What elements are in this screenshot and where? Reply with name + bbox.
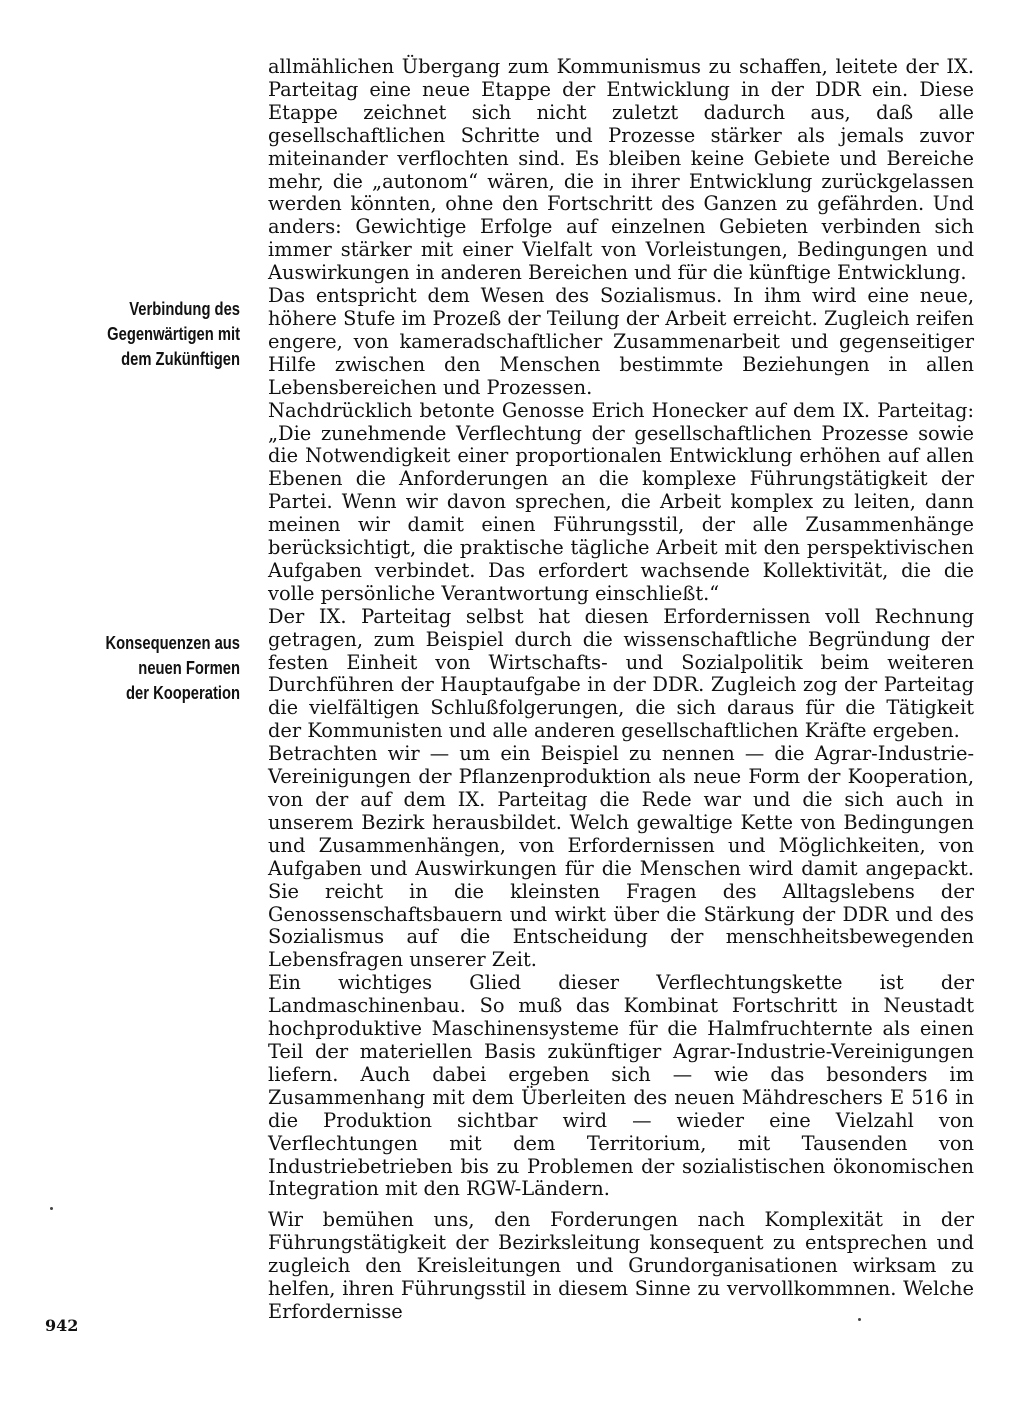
paragraph-honecker-quote: Nachdrücklich betonte Genosse Erich Honecker auf dem IX. Parteitag: „Die zunehmende Verflechtung der gesellschaftlichen Prozesse sowie die Notwendigkeit einer proportionalen Entwicklung erhöhen auf allen Ebenen die Anforderungen an die komplexe Führungstätigkeit der Partei. Wenn wir davon sprechen, die Arbeit komplex zu leiten, dann meinen wir damit einen Führungsstil, der alle Zusammenhänge berücksichtigt, die praktische tägliche Arbeit mit den perspektivischen Aufgaben verbindet. Das erfordert wachsende Kollektivität, die die volle persönliche Verantwortung einschließt.“ — [268, 398, 974, 605]
sidenote-line: Gegenwärtigen mit — [107, 324, 240, 344]
sidenote-line: Konsequenzen aus — [105, 633, 240, 653]
paragraph-agrar-industrie: Betrachten wir — um ein Beispiel zu nennen — die Agrar-Industrie-Vereinigungen der Pflanzenproduktion als neue Form der Kooperation, von der auf dem IX. Parteitag die Rede war und die sich auch in unserem Bezirk herausbildet. Welch gewaltige Kette von Bedingungen und Zusammenhängen, von Erfordernissen und Möglichkeiten, von Aufgaben und Auswirkungen für die Menschen wird damit angepackt. Sie reicht in die kleinsten Fragen des Alltagslebens der Genossenschaftsbauern und wirkt über die Stärkung der DDR und des Sozialismus auf die Entscheidung der menschheitsbewegenden Lebensfragen unserer Zeit. — [268, 742, 974, 972]
sidenote-konsequenzen — [92, 631, 240, 706]
sidenote-line: neuen Formen — [138, 658, 240, 678]
page-number: 942 — [45, 1316, 79, 1335]
paragraph-parteitag: Der IX. Parteitag selbst hat diesen Erfordernissen voll Rechnung getragen, zum Beispiel durch die wissenschaftliche Begründung der festen Einheit von Wirtschafts- und Sozialpolitik beim weiteren Durchführen der Hauptaufgabe in der DDR. Zugleich zog der Parteitag die vielfältigen Schlußfolgerungen, die sich daraus für die Tätigkeit der Kommunisten und alle anderen gesellschaftlichen Kräfte ergeben. — [268, 604, 974, 743]
paragraph-landmaschinenbau: Ein wichtiges Glied dieser Verflechtungskette ist der Landmaschinenbau. So muß das Kombinat Fortschritt in Neustadt hochproduktive Maschinensysteme für die Halmfruchternte als einen Teil der materiellen Basis zukünftiger Agrar-Industrie-Vereinigungen liefern. Auch dabei ergeben sich — wie das besonders im Zusammenhang mit dem Überleiten des neuen Mähdreschers E 516 in die Produktion sichtbar wird — wieder eine Vielzahl von Verflechtungen mit dem Territorium, mit Tausenden von Industriebetrieben bis zu Problemen der sozialistischen ökonomischen Integration mit den RGW-Ländern. — [268, 971, 974, 1201]
paragraph-wesen-sozialismus: Das entspricht dem Wesen des Sozialismus. In ihm wird eine neue, höhere Stufe im Prozeß der Teilung der Arbeit erreicht. Zugleich reifen engere, von kameradschaftlicher Zusammenarbeit und gegenseitiger Hilfe zwischen den Menschen bestimmte Beziehungen in allen Lebensbereichen und Prozessen. — [268, 284, 974, 399]
paragraph-intro: allmählichen Übergang zum Kommunismus zu schaffen, leitete der IX. Parteitag eine neue Etappe der Entwicklung in der DDR ein. Diese Etappe zeichnet sich nicht zuletzt dadurch aus, daß alle gesellschaftlichen Schritte und Prozesse stärker als jemals zuvor miteinander verflochten sind. Es bleiben keine Gebiete und Bereiche mehr, die „autonom“ wären, die in ihrer Entwicklung zurückgelassen werden könnten, ohne den Fortschritt des Ganzen zu gefährden. Und anders: Gewichtige Erfolge auf einzelnen Gebieten verbinden sich immer stärker mit einer Vielfalt von Vorleistungen, Bedingungen und Auswirkungen in anderen Bereichen und für die künftige Entwicklung. — [268, 55, 974, 285]
print-speck — [858, 1318, 861, 1321]
sidenote-line: dem Zukünftigen — [121, 349, 240, 369]
paragraph-bezirksleitung: Wir bemühen uns, den Forderungen nach Komplexität in der Führungstätigkeit der Bezirksleitung konsequent zu entsprechen und zugleich den Kreisleitungen und Grundorganisationen wirksam zu helfen, ihren Führungsstil in diesem Sinne zu vervollkommnen. Welche Erfordernisse — [268, 1208, 974, 1323]
body-text — [268, 56, 974, 1324]
sidenote-line: Verbindung des — [129, 299, 240, 319]
print-speck — [50, 1207, 53, 1210]
sidenote-verbindung — [92, 297, 240, 372]
sidenote-line: der Kooperation — [126, 683, 240, 703]
